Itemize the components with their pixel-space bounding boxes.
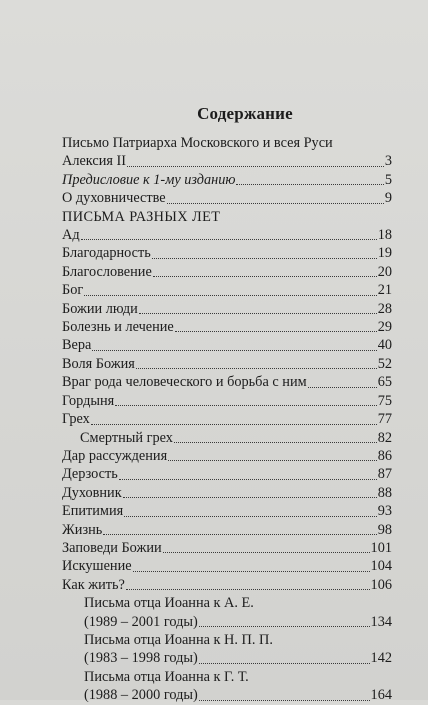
toc-entry <box>62 429 392 447</box>
toc-page-number: 82 <box>377 429 392 446</box>
toc-entry <box>62 502 392 520</box>
dot-leader <box>92 350 376 351</box>
toc-entry-text: Гордыня <box>62 392 115 409</box>
toc-entry-patriarch-letter <box>62 134 392 171</box>
toc-entry-text: Враг рода человеческого и борьба с ним <box>62 374 307 391</box>
toc-page-number: 88 <box>377 484 392 501</box>
dot-leader <box>139 313 377 314</box>
toc-entry <box>62 336 392 354</box>
toc-title: Содержание <box>197 104 293 123</box>
toc-entry-text: Дерзость <box>62 466 118 483</box>
dot-leader <box>115 405 376 406</box>
toc-entry <box>62 484 392 502</box>
toc-page-number: 104 <box>370 558 392 575</box>
toc-entry-text: Искушение <box>62 558 132 575</box>
dot-leader <box>163 552 370 553</box>
toc-letters-entry <box>62 631 392 668</box>
toc-entry <box>62 300 392 318</box>
toc-entry <box>62 539 392 557</box>
toc-entry <box>62 576 392 594</box>
toc-entry-text: (1988 – 2000 годы) <box>84 687 198 704</box>
toc-entry-text: Духовник <box>62 484 122 501</box>
dot-leader <box>123 497 377 498</box>
toc-page-number: 93 <box>377 503 392 520</box>
toc-page-number: 164 <box>370 687 392 704</box>
toc-page-number: 77 <box>377 411 392 428</box>
dot-leader <box>153 276 377 277</box>
toc-letters-entry <box>62 594 392 631</box>
dot-leader <box>103 534 376 535</box>
toc-page-number: 98 <box>377 521 392 538</box>
dot-leader <box>152 258 377 259</box>
toc-entry-text: Письмо Патриарха Московского и всея Руси <box>62 135 333 151</box>
toc-entry-text: Воля Божия <box>62 355 135 372</box>
toc-entry-text: Как жить? <box>62 576 125 593</box>
toc-entry <box>62 521 392 539</box>
toc-page-number: 52 <box>377 355 392 372</box>
table-of-contents <box>62 104 392 705</box>
toc-entry-text: Письма отца Иоанна к Н. П. П. <box>84 631 273 648</box>
toc-page-number: 134 <box>370 613 392 630</box>
toc-entry-on-spiritual-guidance <box>62 189 392 207</box>
toc-page-number: 142 <box>370 650 392 667</box>
toc-page-number: 3 <box>384 153 392 170</box>
dot-leader <box>236 184 383 185</box>
dot-leader <box>168 460 377 461</box>
dot-leader <box>308 387 377 388</box>
toc-entry-row <box>62 152 392 170</box>
dot-leader <box>126 589 370 590</box>
toc-entry-text: Бог <box>62 282 84 299</box>
toc-page-number: 5 <box>384 171 392 188</box>
toc-page-number: 19 <box>377 245 392 262</box>
toc-page-number: 18 <box>377 227 392 244</box>
toc-entry <box>62 318 392 336</box>
toc-entry-text: Болезнь и лечение <box>62 319 174 336</box>
dot-leader <box>133 571 370 572</box>
toc-page-number: 87 <box>377 466 392 483</box>
toc-entry-text: Благодарность <box>62 245 151 262</box>
toc-entry <box>62 373 392 391</box>
toc-entry-row <box>62 686 392 704</box>
toc-entry-text: Заповеди Божии <box>62 539 162 556</box>
toc-entry <box>62 355 392 373</box>
toc-entry-text: Письма отца Иоанна к Г. Т. <box>84 668 249 685</box>
toc-entry-text: Епитимия <box>62 503 124 520</box>
toc-page-number: 20 <box>377 263 392 280</box>
toc-letters <box>62 594 392 704</box>
toc-entries <box>62 226 392 594</box>
toc-entry-text: Вера <box>62 337 92 354</box>
toc-entry-text: Дар рассуждения <box>62 447 168 464</box>
toc-entry-text: О духовничестве <box>62 190 166 207</box>
toc-page-number: 101 <box>370 539 392 556</box>
dot-leader <box>167 203 384 204</box>
toc-entry-row <box>62 649 392 667</box>
dot-leader <box>199 626 370 627</box>
toc-entry <box>62 465 392 483</box>
toc-page-number: 9 <box>384 190 392 207</box>
toc-entry-text: Смертный грех <box>80 429 173 446</box>
toc-entry-text: Ад <box>62 227 80 244</box>
toc-entry <box>62 557 392 575</box>
toc-entry <box>62 263 392 281</box>
toc-entry-text: Благословение <box>62 263 152 280</box>
toc-entry-text: Грех <box>62 411 90 428</box>
dot-leader <box>136 368 377 369</box>
toc-page-number: 28 <box>377 300 392 317</box>
toc-page-number: 21 <box>377 282 392 299</box>
toc-entry-text: Предисловие к 1-му изданию <box>62 171 236 188</box>
toc-entry-text: (1989 – 2001 годы) <box>84 613 198 630</box>
toc-page-number: 65 <box>377 374 392 391</box>
toc-letters-entry <box>62 668 392 705</box>
toc-entry-preface <box>62 171 392 189</box>
toc-entry-row <box>62 613 392 631</box>
toc-entry-text: Божии люди <box>62 300 138 317</box>
toc-entry <box>62 447 392 465</box>
toc-entry-text: Письма отца Иоанна к А. Е. <box>84 595 254 612</box>
toc-page-number: 40 <box>377 337 392 354</box>
toc-page-number: 86 <box>377 447 392 464</box>
toc-entry-text: Жизнь <box>62 521 103 538</box>
dot-leader <box>174 442 377 443</box>
dot-leader <box>81 239 377 240</box>
dot-leader <box>124 516 376 517</box>
toc-entry-text: Алексия II <box>62 153 127 170</box>
dot-leader <box>84 295 376 296</box>
toc-entry <box>62 226 392 244</box>
dot-leader <box>119 479 377 480</box>
toc-entry <box>62 392 392 410</box>
dot-leader <box>175 331 377 332</box>
toc-entry <box>62 244 392 262</box>
toc-page-number: 106 <box>370 576 392 593</box>
toc-page-number: 75 <box>377 392 392 409</box>
toc-entry-text: (1983 – 1998 годы) <box>84 650 198 667</box>
toc-page-number: 29 <box>377 319 392 336</box>
dot-leader <box>91 424 377 425</box>
dot-leader <box>127 166 384 167</box>
toc-entry <box>62 281 392 299</box>
toc-entry <box>62 410 392 428</box>
section-title: ПИСЬМА РАЗНЫХ ЛЕТ <box>62 208 221 225</box>
dot-leader <box>199 663 370 664</box>
